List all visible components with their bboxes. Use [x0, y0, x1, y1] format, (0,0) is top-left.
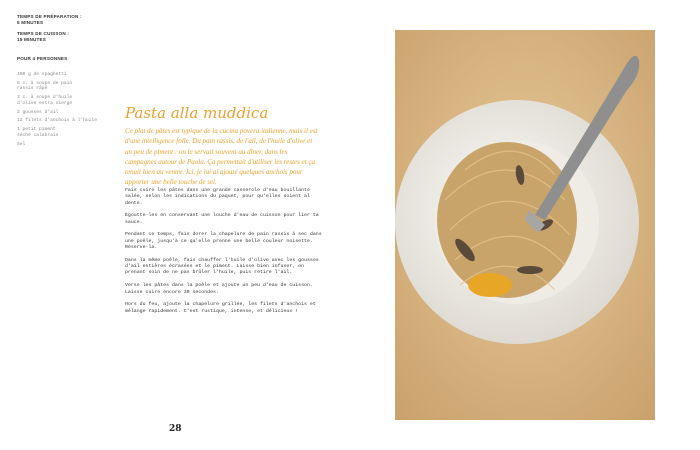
- pasta-photo: [395, 30, 655, 420]
- ingredient: 2 gousses d'ail: [17, 109, 59, 115]
- ingredients-list: [17, 72, 107, 151]
- prep-label: TEMPS DE PRÉPARATION :: [17, 14, 82, 19]
- ingredient: 12 filets d'anchois à l'huile: [17, 118, 97, 124]
- cook-value: 15 MINUTES: [17, 37, 47, 42]
- ingredient: 3 c. à soupe d'huile d'olive extra vierge: [17, 95, 73, 106]
- step: Verse les pâtes dans la poêle et ajoute un peu d'eau de cuisson. Laisse cuire encore 30 secondes.: [125, 283, 313, 295]
- ingredient: Sel: [17, 141, 26, 147]
- step: Fais cuire les pâtes dans une grande casserole d'eau bouillante salée, selon les indications du paquet, pour qu'elles soient al dente.: [125, 188, 310, 206]
- spaghetti: [437, 142, 577, 298]
- recipe-steps: [125, 188, 325, 321]
- page-number: 28: [169, 424, 182, 434]
- step: Pendant ce temps, fais dorer la chapelure de pain rassis à sec dans une poêle, jusqu'à ce qu'elle prenne une belle couleur noisette. Réserve-la.: [125, 232, 322, 251]
- step: Hors du feu, ajoute la chapelure grillée, les filets d'anchois et mélange rapidement. C'est rustique, intense, et délicieux !: [125, 302, 316, 314]
- step: Dans la même poêle, fais chauffer l'huile d'olive avec les gousses d'ail entières écrasées et le piment. Laisse bien infuser, en prenant soin de ne pas brûler l'huile, puis retire l'ail.: [125, 257, 319, 276]
- egg-yolk: [468, 273, 512, 297]
- recipe-intro: Ce plat de pâtes est typique de la cucina povera italienne, mais il est d'une intelligence folle. Du pain rassis, de l'ail, de l'huile d'olive et un peu de piment : on le servait souvent au dîner, dans les campagnes autour de Paola. Ça permettait d'utiliser les restes et ça tenait bien au ventre. Ici, je lui ai ajouté quelques anchois pour apporter une belle touche de sel.: [125, 127, 318, 187]
- step: Égoutte-les en conservant une louche d'eau de cuisson pour lier ta sauce.: [125, 213, 319, 225]
- servings: POUR 4 PERSONNES: [17, 56, 68, 61]
- ingredient: 5 c. à soupe de pain rassis râpé: [17, 80, 73, 92]
- recipe-title: Pasta alla muddica: [125, 104, 269, 122]
- ingredient: 1 petit piment séché calabrais: [17, 127, 59, 138]
- prep-value: 5 MINUTES: [17, 20, 44, 25]
- prep-time: [17, 14, 82, 26]
- cook-time: [17, 31, 69, 43]
- ingredient: 400 g de spaghetti: [17, 72, 67, 77]
- cook-label: TEMPS DE CUISSON :: [17, 31, 70, 36]
